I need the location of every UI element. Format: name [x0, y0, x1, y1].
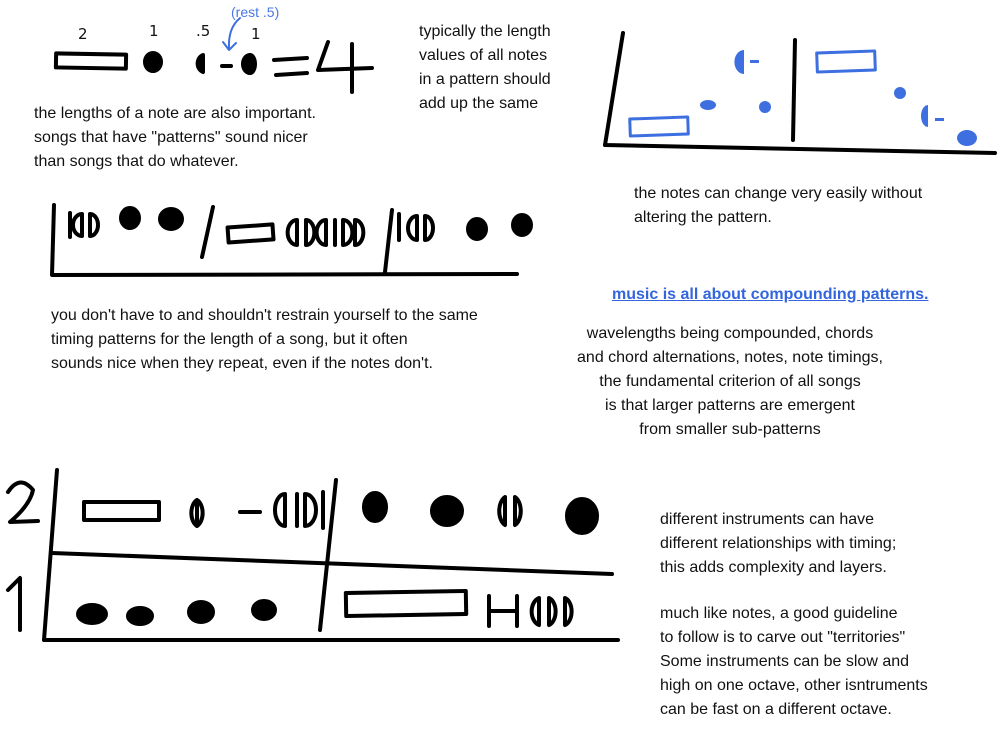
quarter-note [121, 208, 139, 228]
half-note-value: 1 [149, 22, 159, 40]
text-line: altering the pattern. [634, 209, 772, 226]
blue-whole-note [630, 117, 689, 136]
blue-filled-note-4 [957, 130, 977, 146]
eighth-note-bottom-2 [128, 608, 152, 624]
text-line: different instruments can have [660, 511, 875, 528]
text-line: and chord alternations, notes, note timings, [577, 349, 883, 366]
two-instrument-staff [8, 470, 618, 640]
half-note-shape-3 [250, 55, 255, 73]
text-line: to follow is to carve out "territories" [660, 629, 906, 646]
text-line: sounds nice when they repeat, even if the notes don't. [51, 355, 433, 372]
text-line: from smaller sub-patterns [639, 421, 821, 438]
half-pair-top-2 [499, 497, 521, 525]
half-pair-2 [399, 214, 433, 240]
compound-heading: music is all about compounding patterns. [612, 286, 929, 303]
digit-two-glyph [8, 482, 38, 522]
blue-half-note [734, 50, 744, 74]
chart-divider [793, 40, 795, 140]
blue-filled-note-2 [759, 101, 771, 113]
note-length-legend [56, 18, 372, 92]
half-group [288, 220, 364, 245]
text-line: is that larger patterns are emergent [605, 397, 855, 414]
whole-note-bottom [346, 591, 466, 616]
whole-note-value: 2 [78, 25, 88, 43]
whole-note-shape [56, 53, 126, 68]
half-note-top [191, 500, 202, 526]
pattern-sum-paragraph [419, 20, 551, 116]
half-pair [70, 213, 98, 237]
text-line: the notes can change very easily without [634, 185, 923, 202]
text-line: add up the same [419, 95, 539, 112]
note-lengths-paragraph [34, 102, 316, 174]
pattern-chart [605, 33, 995, 153]
text-line: you don't have to and shouldn't restrain yourself to the same [51, 307, 478, 324]
whole-note-top [84, 502, 159, 520]
instruments-paragraph [660, 508, 896, 580]
quarter-note-3 [468, 219, 486, 239]
text-line: the lengths of a note are also important. [34, 105, 316, 122]
territories-paragraph [660, 602, 928, 722]
quarter-note-4 [513, 215, 531, 235]
text-line: wavelengths being compounded, chords [586, 325, 874, 342]
text-line: much like notes, a good guideline [660, 605, 898, 622]
half-pair-top [275, 492, 323, 528]
filled-note-top [364, 493, 386, 521]
blue-half-note-2 [921, 105, 928, 127]
digit-one-glyph [8, 578, 20, 630]
four-glyph [318, 42, 372, 92]
blue-rest-dash-2 [935, 118, 944, 121]
barline-2 [385, 210, 392, 272]
blue-rest-dash [750, 60, 759, 63]
staff-midline [52, 553, 612, 574]
eighth-note-bottom-3 [189, 602, 213, 622]
eighth-note-value: .5 [196, 22, 211, 40]
restrain-paragraph [51, 304, 478, 376]
filled-note-shape [145, 53, 161, 71]
half-note-shape [198, 55, 203, 72]
text-line: typically the length [419, 23, 551, 40]
notes-change-paragraph [634, 182, 922, 230]
quarter-note-2 [160, 209, 182, 229]
quarter-note-value: 1 [251, 25, 261, 43]
blue-filled-note [700, 100, 716, 110]
filled-note-top-3 [567, 499, 597, 533]
text-line: the fundamental criterion of all songs [599, 373, 861, 390]
text-line: can be fast on a different octave. [660, 701, 892, 718]
rhythm-staff [52, 205, 531, 275]
whole-note [228, 224, 274, 242]
text-line: timing patterns for the length of a song, but it often [51, 331, 408, 348]
barline-1 [202, 207, 213, 257]
rest-annotation: (rest .5) [231, 4, 280, 20]
blue-filled-note-3 [894, 87, 906, 99]
compound-paragraph [570, 322, 890, 442]
half-pair-bottom [532, 598, 572, 625]
text-line: in a pattern should [419, 71, 551, 88]
equals-sign [274, 58, 307, 75]
eighth-note-bottom [78, 605, 106, 623]
text-line: this adds complexity and layers. [660, 559, 887, 576]
text-line: high on one octave, other isntruments [660, 677, 928, 694]
eighth-note-bottom-4 [253, 601, 275, 619]
blue-whole-note-2 [817, 51, 876, 72]
text-line: songs that have "patterns" sound nicer [34, 129, 308, 146]
text-line: than songs that do whatever. [34, 153, 239, 170]
filled-note-top-2 [432, 497, 462, 525]
text-line: Some instruments can be slow and [660, 653, 910, 670]
text-line: values of all notes [419, 47, 548, 64]
text-line: different relationships with timing; [660, 535, 897, 552]
h-glyph [489, 596, 517, 626]
